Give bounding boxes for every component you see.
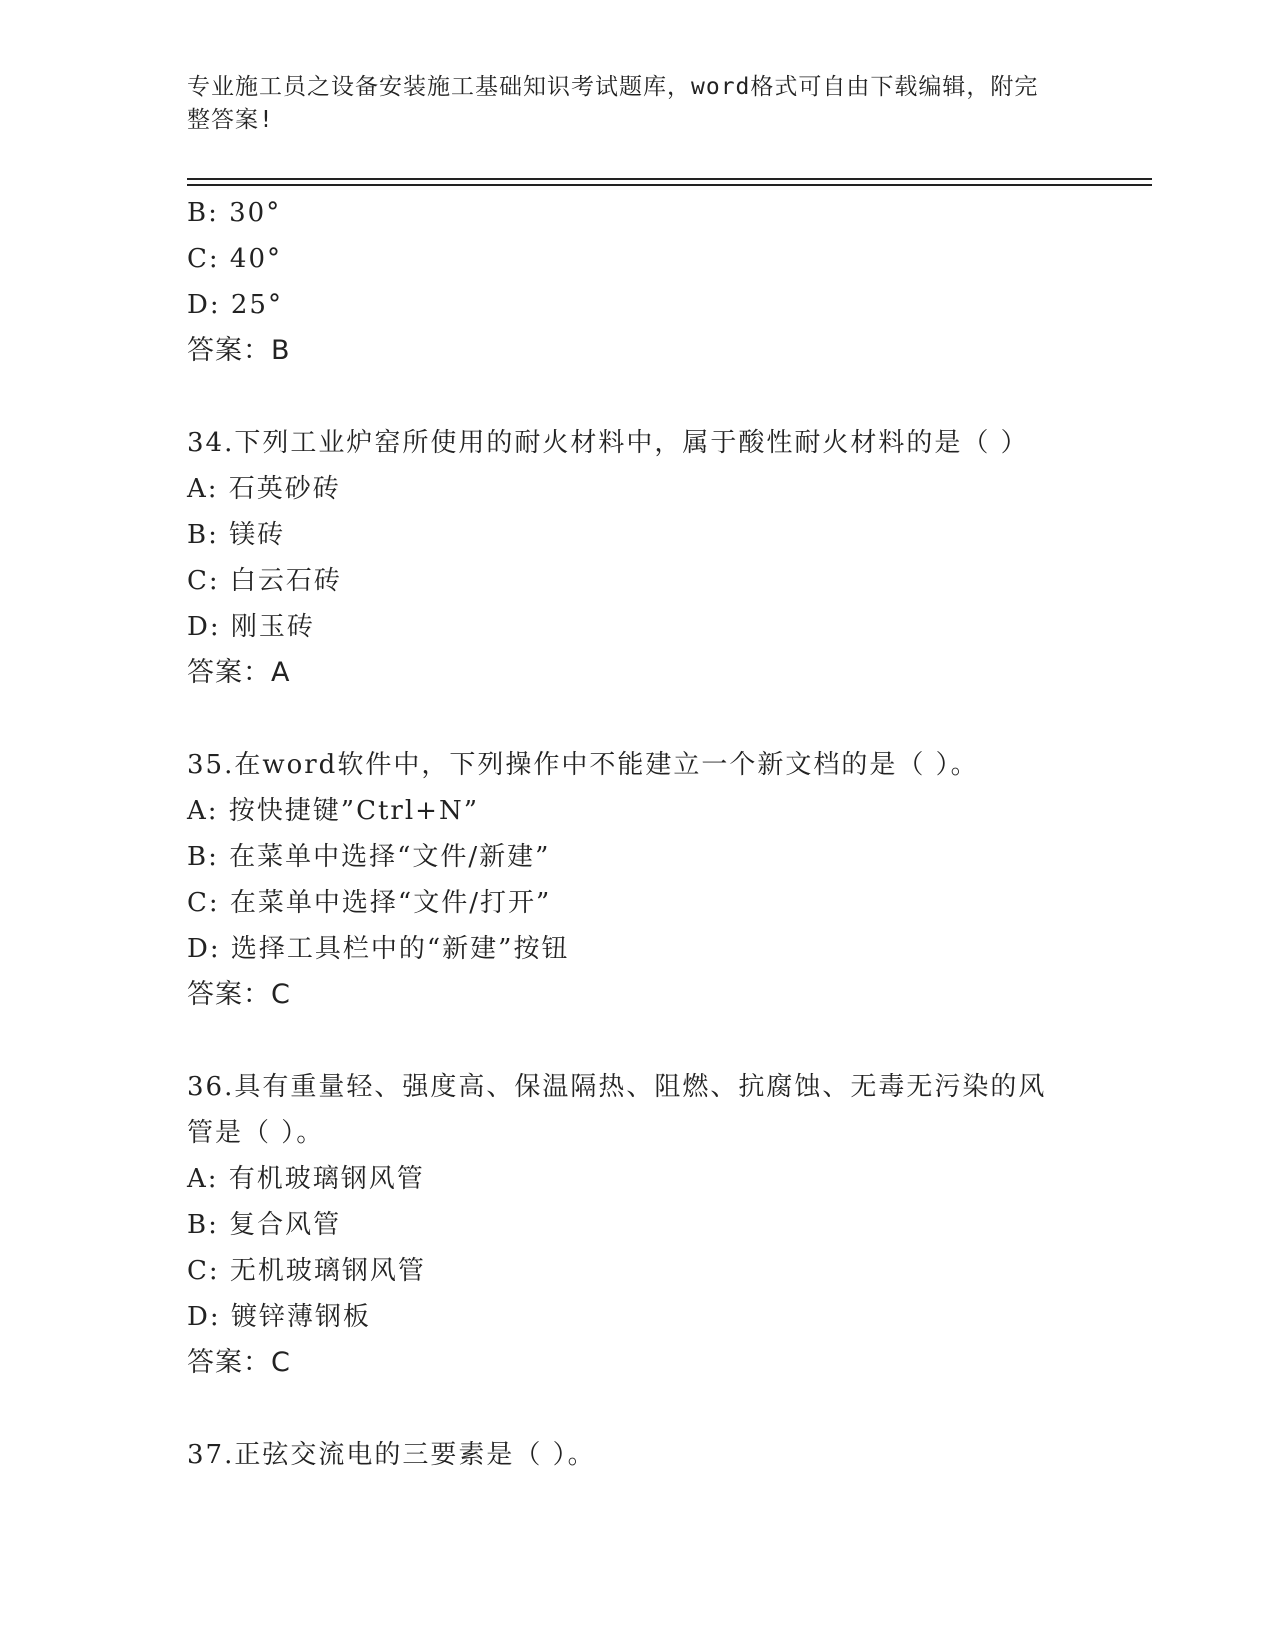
option-b: B: 复合风管 xyxy=(187,1210,342,1240)
question-36 xyxy=(187,1064,1087,1386)
option-a: A: 按快捷键”Ctrl+N” xyxy=(187,796,480,826)
option-b: B: 在菜单中选择“文件/新建” xyxy=(187,842,551,872)
option-c: C: 白云石砖 xyxy=(187,566,342,596)
option-d: D: 刚玉砖 xyxy=(187,612,315,642)
question-stem: 34.下列工业炉窑所使用的耐火材料中，属于酸性耐火材料的是（ ） xyxy=(187,428,1029,458)
spacer xyxy=(187,1386,1087,1432)
option-c: C: 40° xyxy=(187,244,283,274)
option-d: D: 选择工具栏中的“新建”按钮 xyxy=(187,934,570,964)
header-line-2: 整答案! xyxy=(187,107,274,133)
question-33-continued xyxy=(187,190,1087,374)
header-line-1: 专业施工员之设备安装施工基础知识考试题库，word格式可自由下载编辑，附完 xyxy=(187,74,1039,100)
header-rule-top xyxy=(187,178,1152,180)
answer-line: 答案：B xyxy=(187,335,291,366)
header-rule-bottom xyxy=(187,184,1152,186)
spacer xyxy=(187,374,1087,420)
question-37 xyxy=(187,1432,1087,1478)
document-header xyxy=(187,71,1067,137)
spacer xyxy=(187,696,1087,742)
question-stem-continued: 管是（ ）。 xyxy=(187,1118,325,1148)
option-c: C: 在菜单中选择“文件/打开” xyxy=(187,888,552,918)
option-a: A: 有机玻璃钢风管 xyxy=(187,1164,425,1194)
document-body xyxy=(187,190,1087,1478)
option-b: B: 30° xyxy=(187,198,282,228)
question-34 xyxy=(187,420,1087,696)
option-a: A: 石英砂砖 xyxy=(187,474,341,504)
option-b: B: 镁砖 xyxy=(187,520,286,550)
option-c: C: 无机玻璃钢风管 xyxy=(187,1256,426,1286)
spacer xyxy=(187,1018,1087,1064)
option-d: D: 镀锌薄钢板 xyxy=(187,1302,371,1332)
answer-line: 答案：C xyxy=(187,1347,291,1378)
question-35 xyxy=(187,742,1087,1018)
question-stem: 35.在word软件中，下列操作中不能建立一个新文档的是（ ）。 xyxy=(187,750,979,780)
question-stem: 37.正弦交流电的三要素是（ ）。 xyxy=(187,1440,596,1470)
question-stem: 36.具有重量轻、强度高、保温隔热、阻燃、抗腐蚀、无毒无污染的风 xyxy=(187,1072,1047,1102)
option-d: D: 25° xyxy=(187,290,283,320)
answer-line: 答案：C xyxy=(187,979,291,1010)
answer-line: 答案：A xyxy=(187,657,291,688)
